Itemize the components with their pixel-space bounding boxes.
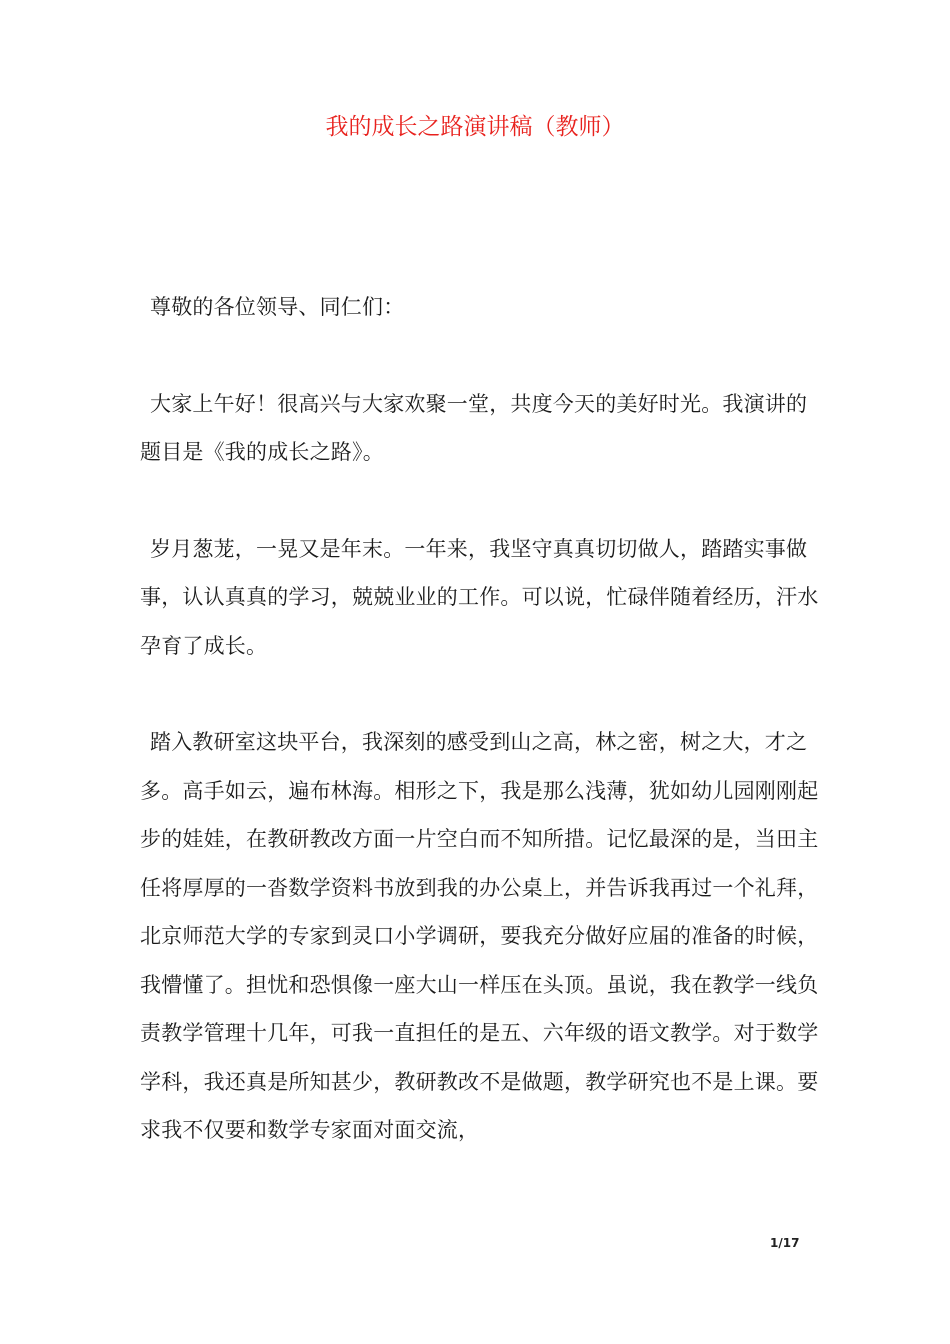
- document-title: 我的成长之路演讲稿（教师）: [325, 114, 625, 140]
- paragraph-salutation: 尊敬的各位领导、同仁们：: [150, 295, 405, 319]
- paragraph-year-review: 岁月葱茏，一晃又是年末。一年来，我坚守真真切切做人，踏踏实事做事，认认真真的学习，兢兢业业的工作。可以说，忙碌伴随着经历，汗水孕育了成长。: [140, 536, 819, 658]
- document-body: [140, 283, 820, 1203]
- paragraph-greeting: 大家上午好！很高兴与大家欢聚一堂，共度今天的美好时光。我演讲的题目是《我的成长之路》。: [140, 391, 808, 464]
- paragraph-teaching-research: 踏入教研室这块平台，我深刻的感受到山之高，林之密，树之大，才之多。高手如云，遍布林海。相形之下，我是那么浅薄，犹如幼儿园刚刚起步的娃娃，在教研教改方面一片空白而不知所措。记忆最深的是，当田主任将厚厚的一沓数学资料书放到我的办公桌上，并告诉我再过一个礼拜，北京师范大学的专家到灵口小学调研，要我充分做好应届的准备的时候，我懵懂了。担忧和恐惧像一座大山一样压在头顶。虽说，我在教学一线负责教学管理十几年，可我一直担任的是五、六年级的语文教学。对于数学学科，我还真是所知甚少，教研教改不是做题，教学研究也不是上课。要求我不仅要和数学专家面对面交流，: [140, 730, 819, 1142]
- page-number: 1/17: [770, 1236, 800, 1250]
